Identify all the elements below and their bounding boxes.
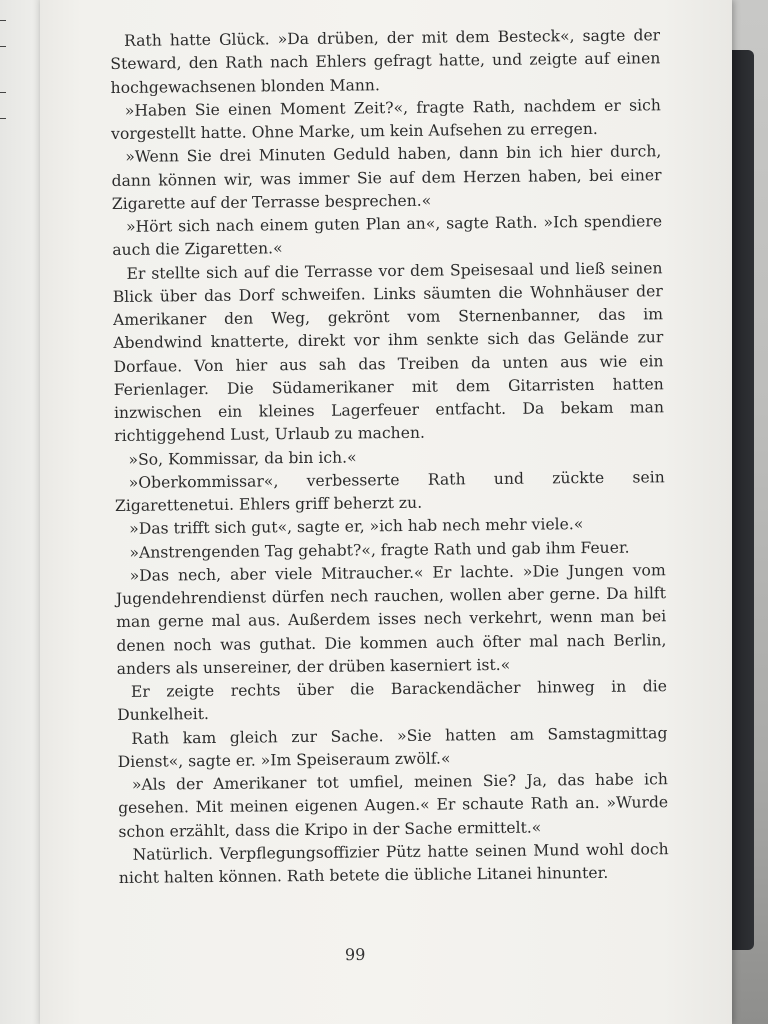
paragraph: Rath kam gleich zur Sache. »Sie hatten am Samstagmittag Dienst«, sagte er. »Im Speiseraum zwölf.« <box>117 723 668 771</box>
paragraph: »Das trifft sich gut«, sagte er, »ich hab nech mehr viele.« <box>129 515 584 539</box>
paragraph: »Hört sich nach einem guten Plan an«, sagte Rath. »Ich spendiere auch die Zigaretten.« <box>112 212 663 260</box>
page-number: 99 <box>344 944 366 965</box>
paragraph: Natürlich. Verpflegungsoffizier Pütz hatte seinen Mund wohl doch nicht halten können. Rath betete die übliche Litanei hinunter. <box>118 839 669 887</box>
edge-mark <box>0 46 6 47</box>
paragraph: »Haben Sie einen Moment Zeit?«, fragte Rath, nachdem er sich vorgestellt hatte. Ohne Marke, um kein Aufsehen zu erregen. <box>110 95 661 143</box>
paragraph: Er zeigte rechts über die Barackendächer hinweg in die Dunkelheit. <box>117 677 667 725</box>
book-page <box>40 0 732 1024</box>
paragraph: Rath hatte Glück. »Da drüben, der mit dem Besteck«, sagte der Steward, den Rath nach Ehlers gefragt hatte, und zeigte auf einen hochgewachsenen blonden Mann. <box>110 26 661 97</box>
page-text <box>110 24 669 890</box>
paragraph: »Wenn Sie drei Minuten Geduld haben, dann bin ich hier durch, dann können wir, was immer Sie auf dem Herzen haben, bei einer Zigarette auf der Terrasse besprechen.« <box>111 142 662 213</box>
edge-mark <box>0 92 6 93</box>
paragraph: »Das nech, aber viele Mitraucher.« Er lachte. »Die Jungen vom Jugendehrendienst dürfen nech rauchen, wollen aber gerne. Da hilft man gerne mal aus. Außerdem isses nech verkehrt, wenn man bei denen noch was guthat. Die kommen auch öfter mal nach Berlin, anders als unsereiner, der drüben kaserniert ist.« <box>115 560 667 678</box>
paragraph: »Anstrengenden Tag gehabt?«, fragte Rath und gab ihm Feuer. <box>129 538 630 562</box>
edge-mark <box>0 118 6 119</box>
paragraph: »Als der Amerikaner tot umfiel, meinen Sie? Ja, das habe ich gesehen. Mit meinen eigenen Augen.« Er schaute Rath an. »Wurde schon erzählt, dass die Kripo in der Sache ermittelt.« <box>118 770 669 841</box>
paragraph: »So, Kommissar, da bin ich.« <box>128 447 357 469</box>
paragraph: Er stellte sich auf die Terrasse vor dem Speisesaal und ließ seinen Blick über das Dorf schweifen. Links säumten die Wohnhäuser der Amerikaner den Weg, gekrönt vom Sternenbanner, das im Abendwind knatterte, direkt vor ihm senkte sich das Gelände zur Dorfaue. Von hier aus sah das Treiben da unten aus wie ein Ferienlager. Die Südamerikaner mit dem Gitarristen hatten inzwischen ein kleines Lagerfeuer entfacht. Da bekam man richtiggehend Lust, Urlaub zu machen. <box>112 258 665 446</box>
paragraph: »Oberkommissar«, verbesserte Rath und zückte sein Zigarettenetui. Ehlers griff beherzt zu. <box>114 467 665 515</box>
edge-mark <box>0 20 6 21</box>
